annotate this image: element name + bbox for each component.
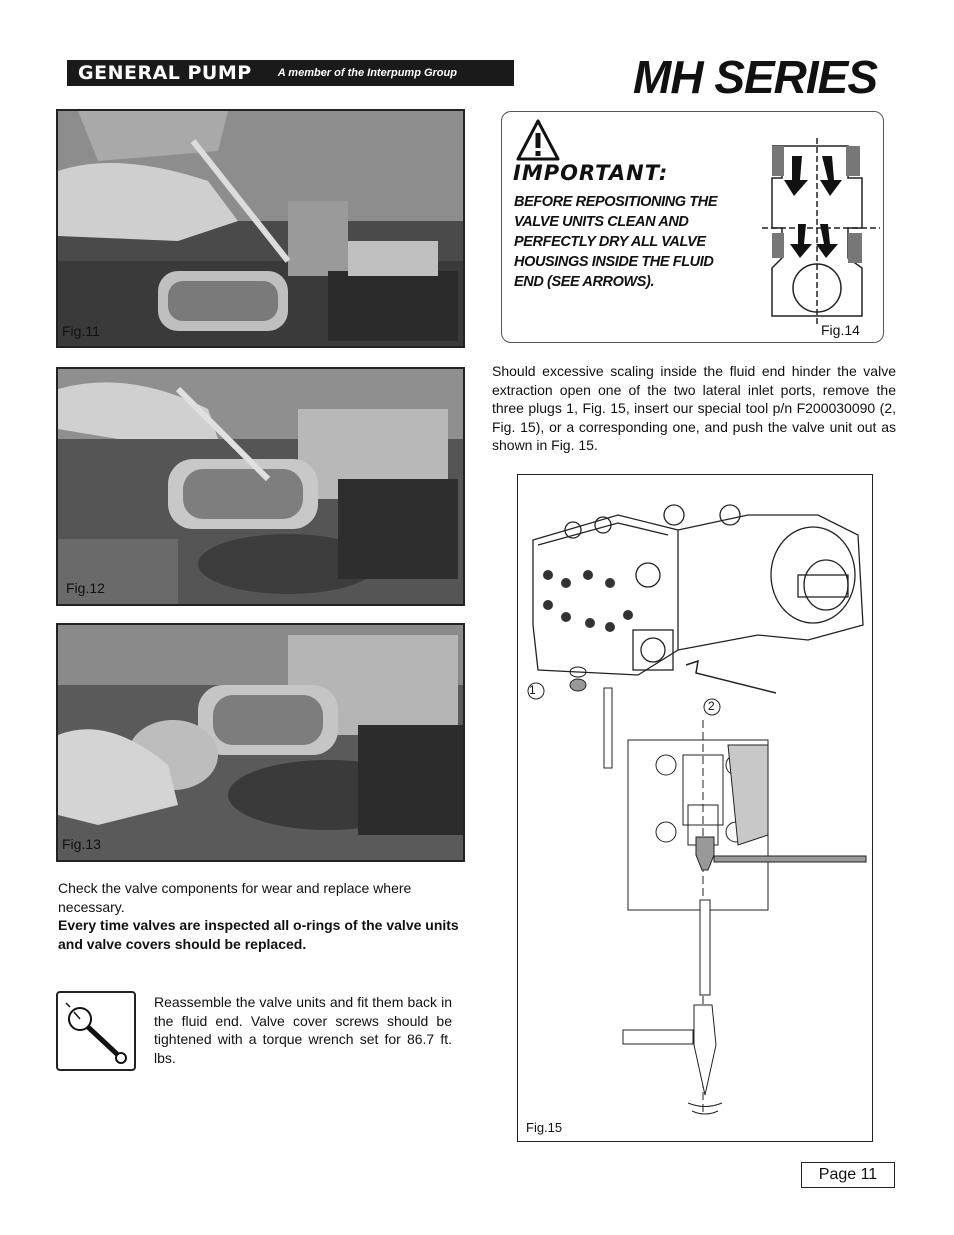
brand-name: GENERAL PUMP [78,62,252,84]
fig11-photo [56,109,465,348]
orings-paragraph: Every time valves are inspected all o-rings of the valve units and valve covers should be replaced. [58,917,459,952]
fig14-valve-diagram [762,138,880,324]
brand-bar [67,60,514,86]
fig15-pump-diagram [518,475,872,1115]
reassemble-paragraph: Reassemble the valve units and fit them back in the fluid end. Valve cover screws should be tightened with a torque wrench set for 86.7 ft. lbs. [154,994,452,1066]
check-paragraph: Check the valve components for wear and replace where necessary. [58,880,412,915]
callout-2: 2 [708,699,715,713]
fig13-label: Fig.13 [62,836,101,852]
torque-wrench-icon [56,991,136,1071]
fig12-label: Fig.12 [66,580,105,596]
scaling-paragraph: Should excessive scaling inside the fluid end hinder the valve extraction open one of the two lateral inlet ports, remove the three plugs 1, Fig. 15, insert our special tool p/n F200030090 (2, Fig. 15), or a corresponding one, and push the valve unit out as shown in Fig. 15. [492,363,896,453]
page-number: Page 11 [801,1162,895,1188]
page-title: MH SERIES [633,51,878,103]
fig11-label: Fig.11 [62,323,100,339]
warning-icon [515,118,561,162]
brand-tagline: A member of the Interpump Group [277,67,457,79]
important-text: BEFORE REPOSITIONING THE VALVE UNITS CLEAN AND PERFECTLY DRY ALL VALVE HOUSINGS INSIDE THE FLUID END (SEE ARROWS). [514,194,718,290]
fig12-photo [56,367,465,606]
fig15-label: Fig.15 [526,1120,563,1135]
fig13-photo [56,623,465,862]
fig14-label: Fig.14 [821,322,860,338]
callout-1: 1 [529,683,536,697]
important-title: IMPORTANT: [513,161,669,185]
